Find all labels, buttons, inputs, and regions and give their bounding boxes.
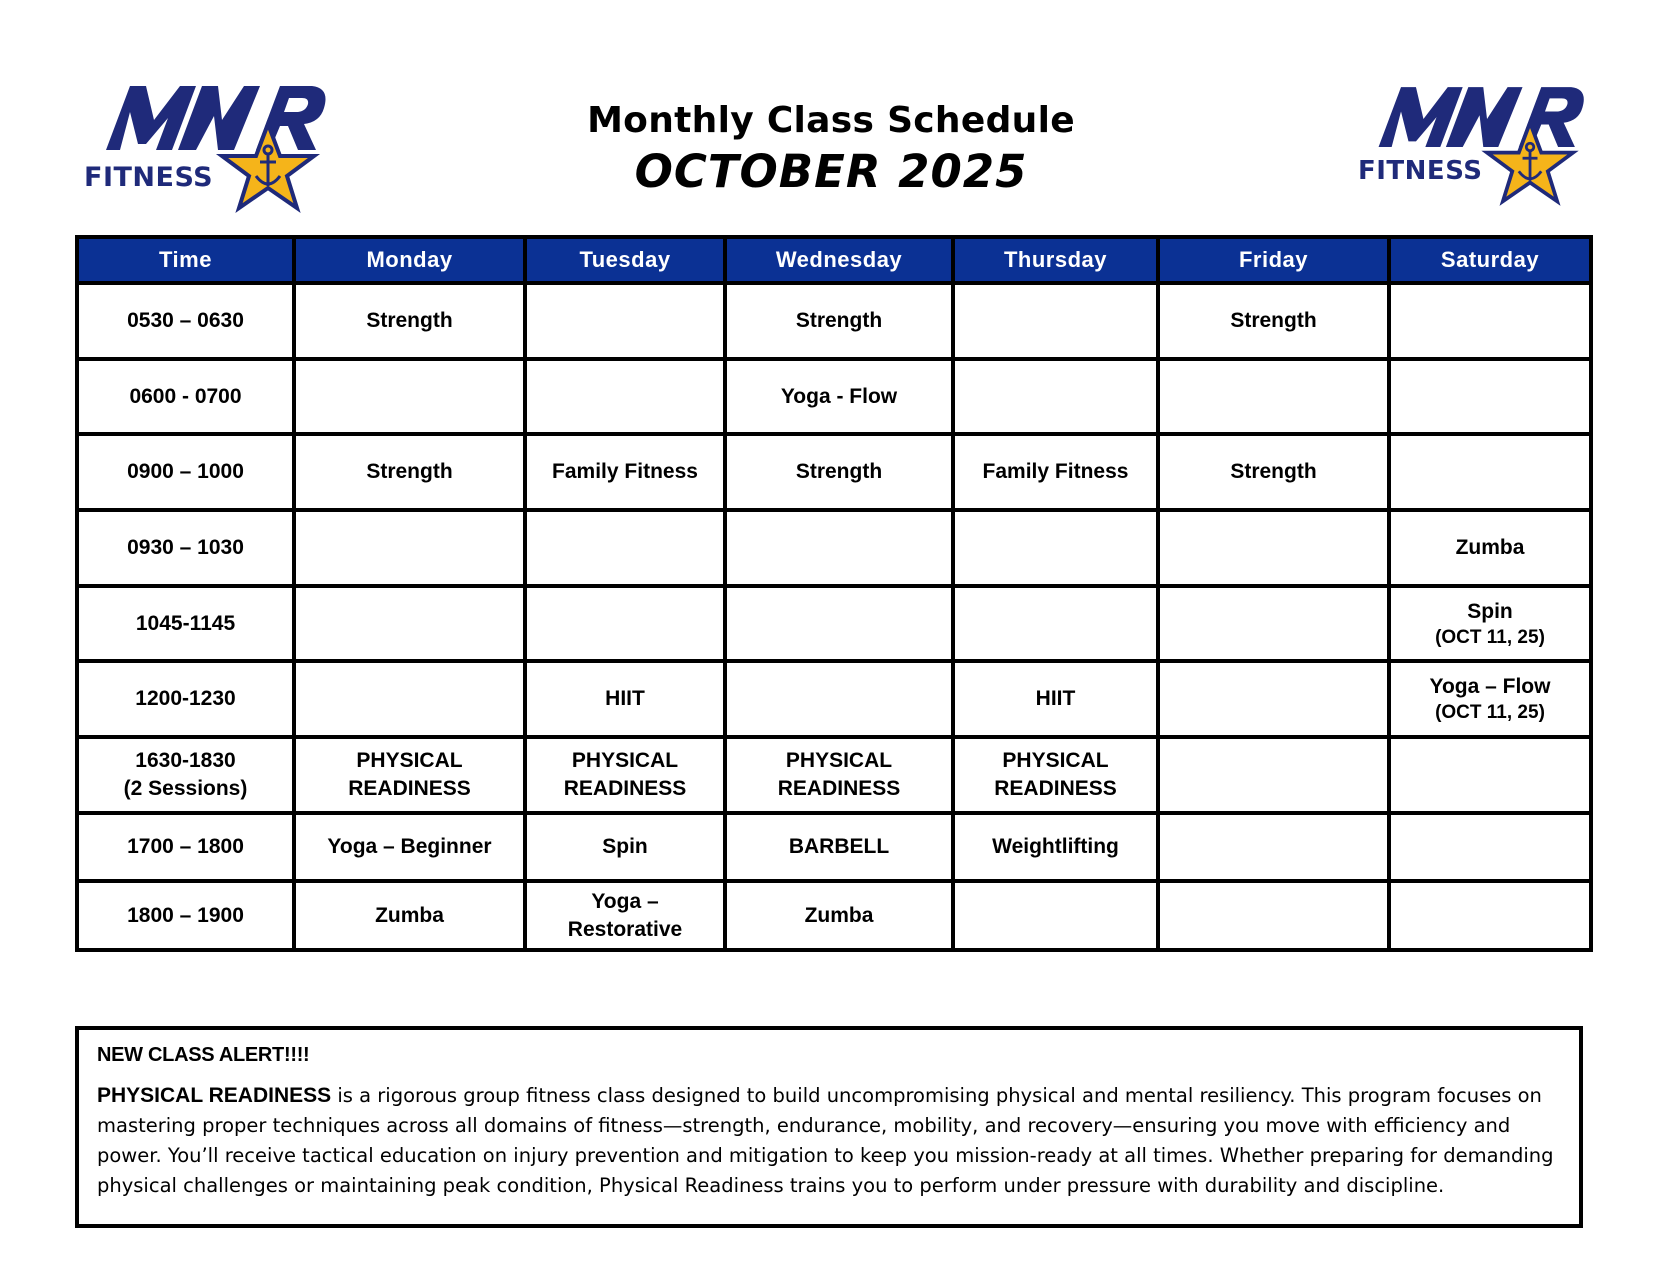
class-cell-wednesday (725, 586, 953, 662)
page-subtitle: OCTOBER 2025 (634, 145, 1028, 198)
class-cell-friday (1158, 434, 1389, 510)
class-name: READINESS (563, 776, 687, 800)
class-cell-friday (1158, 510, 1389, 586)
class-name: Yoga - Flow (780, 384, 898, 408)
class-cell-saturday (1389, 586, 1591, 662)
column-header-saturday: Saturday (1389, 237, 1591, 283)
class-cell-wednesday (725, 813, 953, 882)
class-name: Zumba (1455, 535, 1525, 559)
class-name: Zumba (804, 903, 874, 927)
time-cell (77, 586, 294, 662)
class-cell-wednesday (725, 434, 953, 510)
column-header-monday: Monday (294, 237, 525, 283)
table-row (77, 813, 1591, 882)
class-cell-tuesday (525, 813, 725, 882)
alert-term: PHYSICAL READINESS (97, 1084, 332, 1107)
class-cell-thursday (953, 510, 1158, 586)
class-cell-saturday (1389, 737, 1591, 813)
class-cell-saturday (1389, 434, 1591, 510)
class-name: PHYSICAL (785, 748, 893, 772)
time-cell (77, 737, 294, 813)
logo-fitness-text: FITNESS (84, 162, 214, 193)
column-header-friday: Friday (1158, 237, 1389, 283)
class-date-note: (OCT 11, 25) (1435, 626, 1545, 648)
class-name: Strength (366, 308, 453, 332)
class-cell-saturday (1389, 359, 1591, 435)
class-cell-tuesday (525, 737, 725, 813)
class-cell-friday (1158, 283, 1389, 359)
table-row (77, 434, 1591, 510)
class-cell-tuesday (525, 359, 725, 435)
class-cell-friday (1158, 881, 1389, 950)
class-name: Restorative (567, 917, 683, 941)
class-cell-saturday (1389, 661, 1591, 737)
class-cell-saturday (1389, 283, 1591, 359)
class-cell-saturday (1389, 813, 1591, 882)
class-cell-thursday (953, 434, 1158, 510)
class-name: Strength (1230, 460, 1317, 484)
time-label: 0600 - 0700 (129, 384, 242, 408)
table-row (77, 283, 1591, 359)
class-cell-monday (294, 586, 525, 662)
class-cell-friday (1158, 586, 1389, 662)
table-row (77, 737, 1591, 813)
class-name: READINESS (994, 776, 1117, 800)
class-cell-tuesday (525, 510, 725, 586)
table-row (77, 586, 1591, 662)
class-cell-tuesday (525, 661, 725, 737)
column-header-wednesday: Wednesday (725, 237, 953, 283)
class-cell-tuesday (525, 586, 725, 662)
table-row (77, 510, 1591, 586)
class-name: Spin (602, 835, 648, 859)
class-cell-saturday (1389, 881, 1591, 950)
class-name: Yoga – Beginner (327, 835, 492, 859)
column-header-tuesday: Tuesday (525, 237, 725, 283)
class-name: Zumba (375, 903, 444, 927)
time-cell (77, 510, 294, 586)
class-cell-tuesday (525, 283, 725, 359)
class-name: Strength (795, 308, 883, 332)
class-name: Spin (1467, 599, 1513, 623)
table-row (77, 359, 1591, 435)
class-name: READINESS (348, 776, 471, 800)
class-cell-monday (294, 661, 525, 737)
class-cell-monday (294, 359, 525, 435)
class-cell-tuesday (525, 881, 725, 950)
class-cell-monday (294, 434, 525, 510)
class-cell-monday (294, 737, 525, 813)
table-row (77, 661, 1591, 737)
class-cell-monday (294, 813, 525, 882)
class-cell-thursday (953, 881, 1158, 950)
class-date-note: (OCT 11, 25) (1435, 702, 1545, 724)
class-name: READINESS (777, 776, 901, 800)
class-cell-saturday (1389, 510, 1591, 586)
class-cell-wednesday (725, 283, 953, 359)
alert-description: is a rigorous group fitness class designed to build uncompromising physical and mental resiliency. This program focuses on mastering proper techniques across all domains of fitness—strength, endurance, mobility, and recovery—ensuring you move with efficiency and power. You’ll receive tactical education on injury prevention and mitigation to keep you mission-ready at all times. Whether preparing for demanding physical challenges or maintaining peak condition, Physical Readiness trains you to perform under pressure with durability and discipline. (97, 1084, 1554, 1197)
class-name: Weightlifting (992, 835, 1119, 859)
class-cell-friday (1158, 737, 1389, 813)
class-cell-friday (1158, 661, 1389, 737)
class-cell-friday (1158, 359, 1389, 435)
time-cell (77, 359, 294, 435)
table-header-row (77, 237, 1591, 283)
page-title: Monthly Class Schedule (587, 100, 1075, 141)
time-label: 1630-1830 (135, 748, 236, 772)
time-cell (77, 813, 294, 882)
class-cell-wednesday (725, 661, 953, 737)
time-label: 1200-1230 (135, 687, 236, 711)
class-schedule-table (75, 235, 1593, 952)
time-cell (77, 661, 294, 737)
class-cell-monday (294, 283, 525, 359)
class-cell-monday (294, 881, 525, 950)
class-name: Strength (795, 460, 883, 484)
class-name: HIIT (1035, 687, 1076, 711)
time-label: 1045-1145 (135, 611, 236, 635)
class-cell-thursday (953, 661, 1158, 737)
time-label: 0900 – 1000 (127, 460, 244, 484)
column-header-time: Time (77, 237, 294, 283)
class-cell-tuesday (525, 434, 725, 510)
class-name: PHYSICAL (571, 748, 679, 772)
time-label: 0530 – 0630 (127, 308, 244, 332)
time-label: 1700 – 1800 (127, 835, 244, 859)
class-cell-thursday (953, 586, 1158, 662)
time-sublabel: (2 Sessions) (123, 776, 248, 800)
class-cell-wednesday (725, 737, 953, 813)
alert-body (97, 1081, 1561, 1201)
class-cell-wednesday (725, 359, 953, 435)
class-name: Strength (1230, 308, 1317, 332)
class-name: Strength (366, 460, 453, 484)
time-cell (77, 881, 294, 950)
class-cell-wednesday (725, 881, 953, 950)
class-name: Family Fitness (982, 460, 1129, 484)
alert-title: NEW CLASS ALERT!!!! (97, 1044, 310, 1066)
class-cell-monday (294, 510, 525, 586)
new-class-alert (75, 1026, 1583, 1228)
column-header-thursday: Thursday (953, 237, 1158, 283)
class-name: HIIT (605, 687, 645, 711)
class-cell-wednesday (725, 510, 953, 586)
time-label: 0930 – 1030 (127, 535, 244, 559)
class-name: Family Fitness (552, 460, 698, 484)
class-cell-friday (1158, 813, 1389, 882)
class-name: BARBELL (788, 835, 890, 859)
class-name: Yoga – (591, 889, 659, 913)
class-cell-thursday (953, 813, 1158, 882)
class-cell-thursday (953, 283, 1158, 359)
class-name: Yoga – Flow (1429, 675, 1551, 699)
class-cell-thursday (953, 359, 1158, 435)
class-cell-thursday (953, 737, 1158, 813)
logo-fitness-text: FITNESS (1358, 156, 1483, 186)
class-name: PHYSICAL (1002, 748, 1109, 772)
time-label: 1800 – 1900 (127, 903, 244, 927)
time-cell (77, 283, 294, 359)
time-cell (77, 434, 294, 510)
class-name: PHYSICAL (356, 748, 463, 772)
table-row (77, 881, 1591, 950)
